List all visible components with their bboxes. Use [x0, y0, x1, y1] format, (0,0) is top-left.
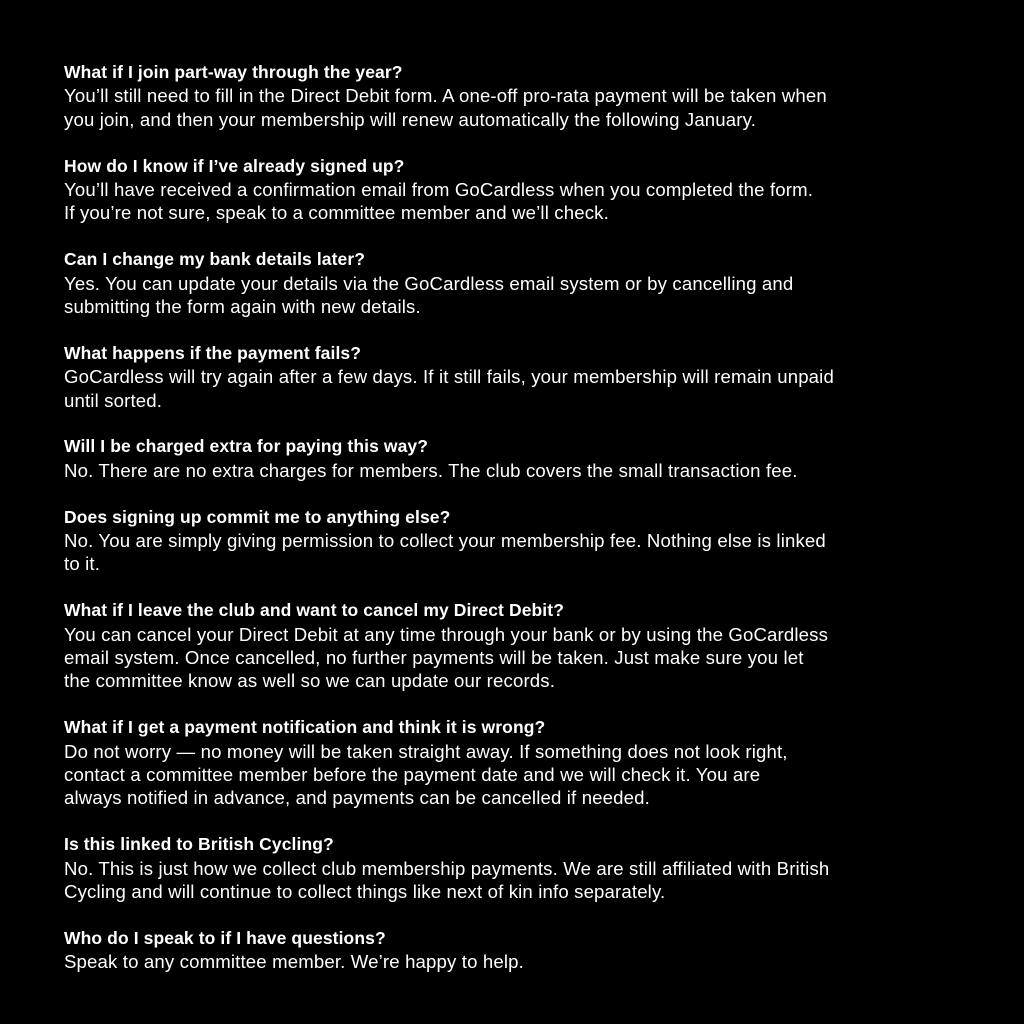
faq-answer: [64, 529, 1004, 576]
faq-answer-line: Yes. You can update your details via the GoCardless email system or by cancelling and: [64, 272, 794, 294]
faq-question: Is this linked to British Cycling?: [64, 834, 334, 855]
faq-answer-line: Do not worry — no money will be taken straight away. If something does not look right,: [64, 740, 788, 762]
faq-answer: [64, 623, 1004, 693]
faq-item: [64, 155, 1004, 225]
faq-answer: [64, 740, 1004, 810]
faq-answer-line: Cycling and will continue to collect things like next of kin info separately.: [64, 881, 666, 903]
faq-answer-line: No. This is just how we collect club membership payments. We are still affiliated with British: [64, 857, 830, 879]
faq-question: Will I be charged extra for paying this way?: [64, 436, 429, 457]
faq-answer-line: submitting the form again with new details.: [64, 296, 421, 318]
faq-item: [64, 248, 1004, 318]
faq-question: How do I know if I’ve already signed up?: [64, 155, 405, 176]
faq-answer: [64, 857, 1004, 904]
faq-item: [64, 342, 1004, 412]
faq-item: [64, 435, 1004, 482]
faq-item: [64, 61, 1004, 131]
faq-answer-line: GoCardless will try again after a few days. If it still fails, your membership will remain unpaid: [64, 366, 834, 388]
faq-question: What if I leave the club and want to cancel my Direct Debit?: [64, 600, 564, 621]
faq-answer-line: the committee know as well so we can update our records.: [64, 670, 556, 692]
faq-item: [64, 927, 1004, 974]
faq-item: [64, 599, 1004, 693]
faq-answer-line: contact a committee member before the payment date and we will check it. You are: [64, 764, 761, 786]
faq-item: [64, 833, 1004, 903]
faq-item: [64, 716, 1004, 810]
faq-question: What if I join part-way through the year?: [64, 62, 403, 82]
faq-answer-line: email system. Once cancelled, no further payments will be taken. Just make sure you let: [64, 647, 804, 669]
faq-answer: [64, 178, 1004, 225]
faq-answer-line: until sorted.: [64, 389, 163, 411]
faq-list: [64, 61, 1004, 997]
faq-answer-line: Speak to any committee member. We’re happy to help.: [64, 951, 524, 973]
faq-answer: [64, 950, 1004, 973]
faq-answer-line: always notified in advance, and payments can be cancelled if needed.: [64, 787, 650, 809]
faq-answer-line: you join, and then your membership will renew automatically the following January.: [64, 108, 757, 130]
faq-answer: [64, 459, 1004, 482]
faq-answer-line: If you’re not sure, speak to a committee member and we’ll check.: [64, 202, 609, 224]
faq-answer: [64, 272, 1004, 319]
faq-answer-line: You can cancel your Direct Debit at any time through your bank or by using the GoCardless: [64, 623, 829, 645]
faq-answer-line: You’ll have received a confirmation email from GoCardless when you completed the form.: [64, 179, 814, 201]
faq-question: What if I get a payment notification and think it is wrong?: [64, 717, 546, 738]
faq-item: [64, 506, 1004, 576]
faq-answer: [64, 84, 1004, 131]
faq-question: Does signing up commit me to anything else?: [64, 506, 451, 527]
faq-answer-line: No. You are simply giving permission to collect your membership fee. Nothing else is linked: [64, 530, 826, 552]
faq-answer-line: You’ll still need to fill in the Direct Debit form. A one-off pro-rata payment will be taken when: [64, 85, 827, 107]
faq-answer-line: No. There are no extra charges for members. The club covers the small transaction fee.: [64, 459, 798, 481]
faq-answer: [64, 365, 1004, 412]
faq-question: Who do I speak to if I have questions?: [64, 927, 386, 948]
faq-question: What happens if the payment fails?: [64, 342, 362, 363]
faq-question: Can I change my bank details later?: [64, 249, 366, 270]
faq-answer-line: to it.: [64, 553, 101, 575]
